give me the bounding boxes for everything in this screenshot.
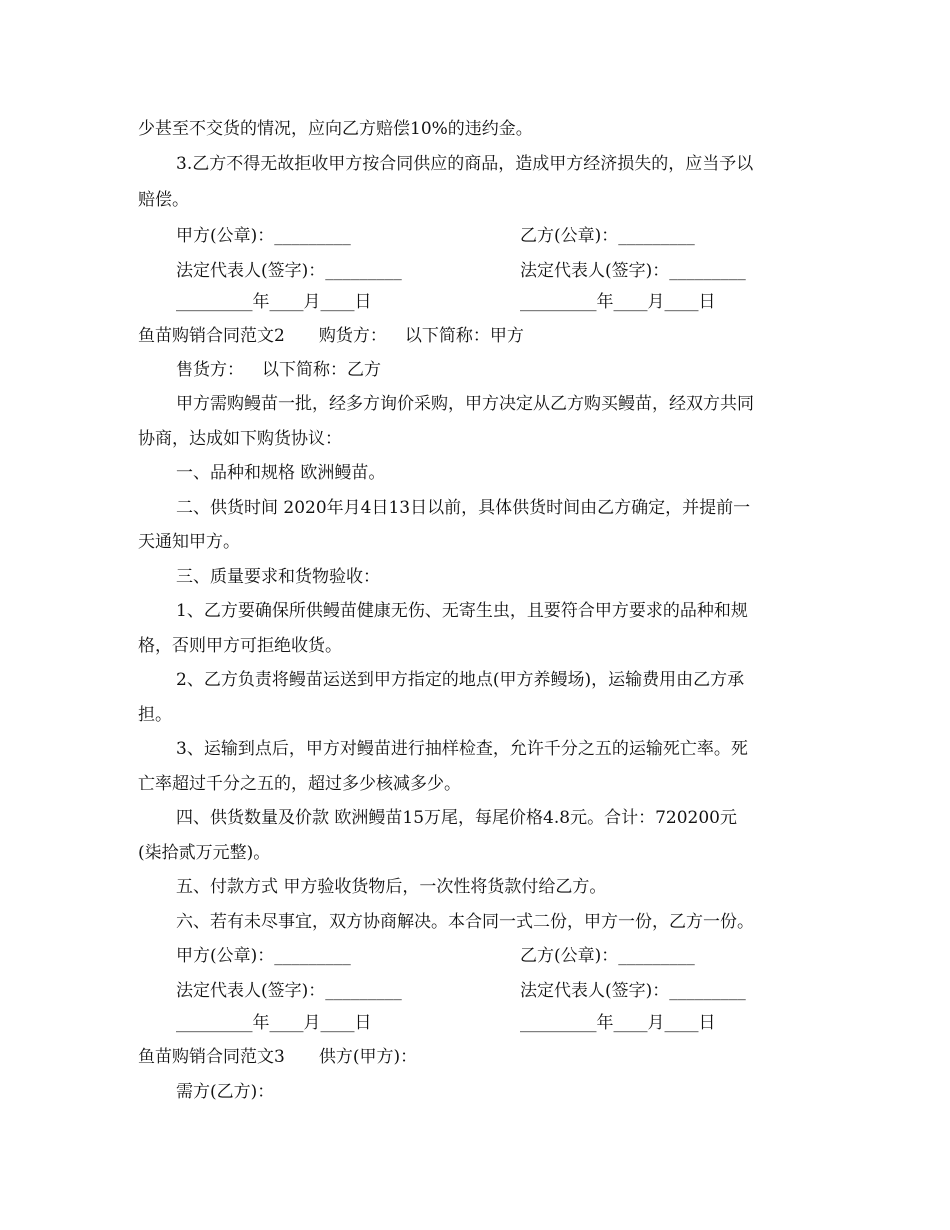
seller-line [176, 358, 381, 382]
paragraph-line: (柒拾贰万元整)。 [138, 843, 271, 863]
seller-alias: 以下简称：乙方 [262, 360, 381, 380]
paragraph-line: 天通知甲方。 [138, 532, 240, 552]
party-b-representative: 法定代表人(签字)：_________ [520, 981, 746, 1001]
paragraph-line: 2、乙方负责将鳗苗运送到甲方指定的地点(甲方养鳗场)，运输费用由乙方承 [176, 670, 745, 690]
paragraph-line: 甲方需购鳗苗一批，经多方询价采购，甲方决定从乙方购买鳗苗，经双方共同 [176, 394, 754, 414]
party-a-representative: 法定代表人(签字)：_________ [176, 261, 402, 281]
paragraph-line: 六、若有未尽事宜，双方协商解决。本合同一式二份，甲方一份，乙方一份。 [176, 912, 754, 932]
paragraph-line: 四、供货数量及价款 欧洲鳗苗15万尾，每尾价格4.8元。合计：720200元 [176, 808, 737, 828]
paragraph-line: 亡率超过千分之五的，超过多少核减多少。 [138, 774, 461, 794]
party-b-seal: 乙方(公章)：_________ [520, 946, 695, 966]
paragraph-line: 格，否则甲方可拒绝收货。 [138, 636, 342, 656]
paragraph-line: 协商，达成如下购货协议： [138, 429, 342, 449]
paragraph-line: 五、付款方式 甲方验收货物后，一次性将货款付给乙方。 [176, 877, 607, 897]
buyer-label: 购货方： [318, 326, 387, 346]
supplier-label: 供方(甲方)： [318, 1047, 418, 1067]
contract-3-heading-line [138, 1045, 417, 1069]
party-b-representative: 法定代表人(签字)：_________ [520, 261, 746, 281]
party-b-seal: 乙方(公章)：_________ [520, 226, 695, 246]
paragraph-line: 赔偿。 [138, 190, 189, 210]
party-b-date: _________年____月____日 [520, 1013, 716, 1033]
contract-3-title: 鱼苗购销合同范文3 [138, 1047, 285, 1067]
paragraph-line: 二、供货时间 2020年月4日13日以前，具体供货时间由乙方确定，并提前一 [176, 498, 751, 518]
party-a-representative: 法定代表人(签字)：_________ [176, 981, 402, 1001]
contract-2-heading-line [138, 324, 524, 348]
party-a-date: _________年____月____日 [176, 292, 372, 312]
paragraph-line: 1、乙方要确保所供鳗苗健康无伤、无寄生虫，且要符合甲方要求的品种和规 [176, 601, 748, 621]
paragraph-line: 担。 [138, 705, 172, 725]
paragraph-line: 3、运输到点后，甲方对鳗苗进行抽样检查，允许千分之五的运输死亡率。死 [176, 739, 748, 759]
buyer-alias: 以下简称：甲方 [404, 326, 524, 346]
demander-label: 需方(乙方)： [176, 1082, 275, 1102]
paragraph-line: 少甚至不交货的情况，应向乙方赔偿10%的违约金。 [138, 119, 533, 139]
party-a-seal: 甲方(公章)：_________ [176, 946, 351, 966]
paragraph-line: 3.乙方不得无故拒收甲方按合同供应的商品，造成甲方经济损失的，应当予以 [176, 154, 754, 174]
contract-2-title: 鱼苗购销合同范文2 [138, 326, 285, 346]
paragraph-line: 一、品种和规格 欧洲鳗苗。 [176, 463, 386, 483]
paragraph-line: 三、质量要求和货物验收： [176, 567, 380, 587]
party-b-date: _________年____月____日 [520, 292, 716, 312]
party-a-date: _________年____月____日 [176, 1013, 372, 1033]
seller-label: 售货方： [176, 360, 244, 380]
party-a-seal: 甲方(公章)：_________ [176, 226, 351, 246]
